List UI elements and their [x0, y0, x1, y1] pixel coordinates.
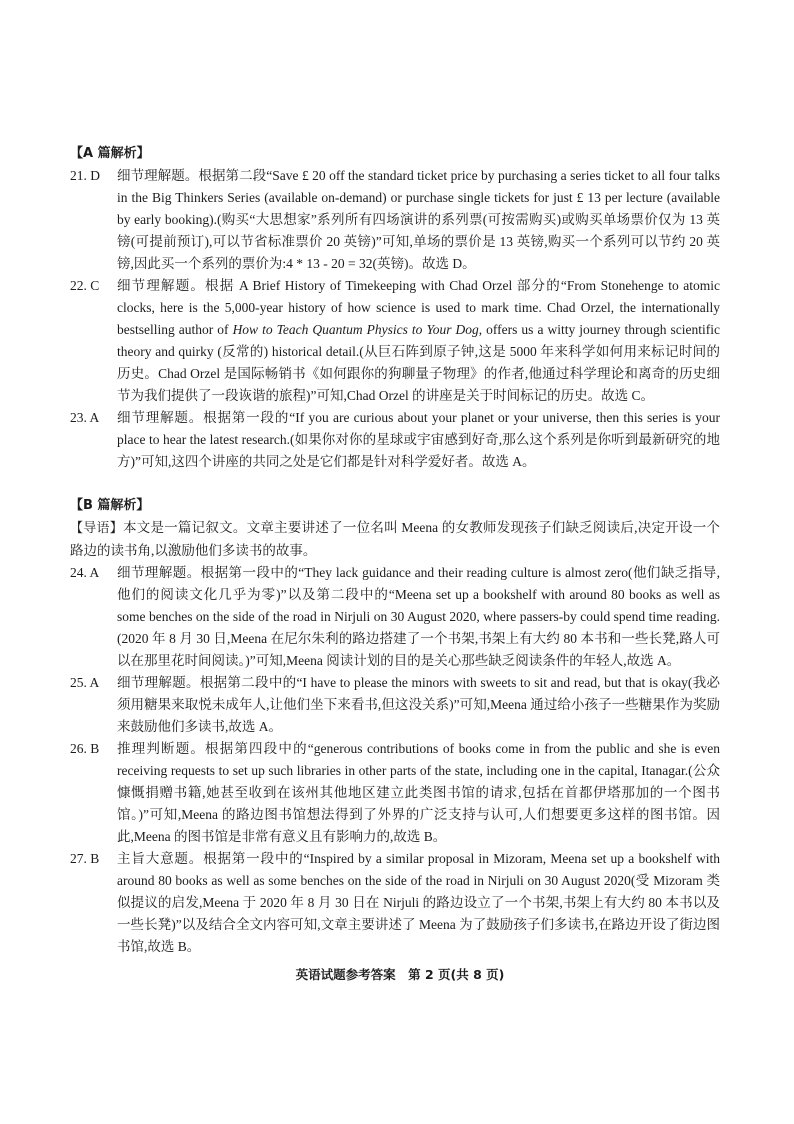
answer-explanation: 主旨大意题。根据第一段中的“Inspired by a similar proposal in Mizoram, Meena set up a bookshelf with around 80 books as well as some benches on the side of the road in Nirjuli on 30 August 2020(受 Mizoram 类似提议的启发,Meena 于 2020 年 8 月 30 日在 Nirjuli 的路边设立了一个书架,书架上有大约 80 本书以及一些长凳)”以及结合全文内容可知,文章主要讲述了 Meena 为了鼓励孩子们多读书,在路边开设了街边图书馆,故选 B。: [117, 851, 720, 954]
passage-intro: [70, 517, 720, 562]
section-b-heading: 【B 篇解析】: [70, 498, 150, 513]
section-a: [70, 143, 720, 473]
page-footer: 英语试题参考答案 第 2 页(共 8 页): [295, 967, 505, 982]
answer-item-26: [70, 738, 720, 848]
book-title: How to Teach Quantum Physics to Your Dog: [232, 322, 479, 337]
intro-text: 本文是一篇记叙文。文章主要讲述了一位名叫 Meena 的女教师发现孩子们缺乏阅读后,决定开设一个路边的读书角,以激励他们多读书的故事。: [70, 520, 720, 558]
section-b: [70, 495, 720, 958]
answer-number: 27. B: [70, 851, 100, 866]
answer-explanation: 细节理解题。根据第二段中的“I have to please the minors with sweets to sit and read, but that is okay(我必须用糖果来取悦未成年人,让他们坐下来看书,但这没关系)”可知,Meena 通过给小孩子一些糖果作为奖励来鼓励他们多读书,故选 A。: [117, 675, 720, 734]
explanation-text-part: , offers us a witty journey through scientific theory and quirky (反常的) historical detail.(从巨石阵到原子钟,这是 5000 年来科学如何用来标记时间的历史。Chad Orzel 是国际畅销书《如何跟你的狗聊量子物理》的作者,他通过科学理论和离奇的历史细节为我们提供了一段诙谐的旅程)”可知,Chad Orzel 的讲座是关于时间标记的历史。故选 C。: [117, 322, 720, 403]
answer-item-24: [70, 562, 720, 672]
answer-number: 21. D: [70, 168, 100, 183]
answer-explanation: [117, 275, 720, 407]
answer-number: 26. B: [70, 741, 100, 756]
section-a-heading: 【A 篇解析】: [70, 146, 150, 161]
explanation-text-part: 细节理解题。根据 A Brief History of Timekeeping with Chad Orzel 部分的“From Stonehenge to atomic clocks, here is the 5,000-year history of how science is used to mark time. Chad Orzel, the internationally bestselling author of: [117, 278, 720, 337]
answer-item-22: [70, 275, 720, 407]
answer-content: [70, 143, 720, 986]
answer-item-23: [70, 407, 720, 473]
answer-item-21: [70, 165, 720, 275]
answer-explanation: 细节理解题。根据第二段“Save £ 20 off the standard ticket price by purchasing a series ticket to all four talks in the Big Thinkers Series (available on-demand) or purchase single tickets for just £ 13 per lecture (available by early booking).(购买“大思想家”系列所有四场演讲的系列票(可按需购买)或购买单场票价仅为 13 英镑(可提前预订),可以节省标准票价 20 英镑)”可知,单场的票价是 13 英镑,购买一个系列可以节约 20 英镑,因此买一个系列的票价为:4 * 13 - 20 = 32(英镑)。故选 D。: [117, 168, 720, 271]
answer-item-27: [70, 848, 720, 958]
answer-number: 24. A: [70, 565, 100, 580]
answer-explanation: 推理判断题。根据第四段中的“generous contributions of books come in from the public and she is even receiving requests to set up such libraries in other parts of the state, including one in the capital, Itanagar.(公众慷慨捐赠书籍,她甚至收到在该州其他地区建立此类图书馆的请求,包括在首都伊塔那加的一个图书馆。)”可知,Meena 的路边图书馆想法得到了外界的广泛支持与认可,人们想要更多这样的图书馆。因此,Meena 的图书馆是非常有意义且有影响力的,故选 B。: [117, 741, 720, 844]
answer-explanation: 细节理解题。根据第一段的“If you are curious about your planet or your universe, then this series is your place to hear the latest research.(如果你对你的星球或宇宙感到好奇,那么这个系列是你听到最新研究的地方)”可知,这四个讲座的共同之处是它们都是针对科学爱好者。故选 A。: [117, 410, 720, 469]
answer-number: 25. A: [70, 675, 100, 690]
answer-explanation: 细节理解题。根据第一段中的“They lack guidance and their reading culture is almost zero(他们缺乏指导,他们的阅读文化几乎为零)”以及第二段中的“Meena set up a bookshelf with around 80 books as well as some benches on the side of the road in Nirjuli on 30 August 2020, where passers-by could spend time reading.(2020 年 8 月 30 日,Meena 在尼尔朱利的路边搭建了一个书架,书架上有大约 80 本书和一些长凳,路人可以在那里花时间阅读。)”可知,Meena 阅读计划的目的是关心那些缺乏阅读条件的年轻人,故选 A。: [117, 565, 720, 668]
answer-item-25: [70, 672, 720, 738]
answer-number: 22. C: [70, 278, 100, 293]
answer-number: 23. A: [70, 410, 100, 425]
intro-label: 【导语】: [70, 521, 123, 536]
